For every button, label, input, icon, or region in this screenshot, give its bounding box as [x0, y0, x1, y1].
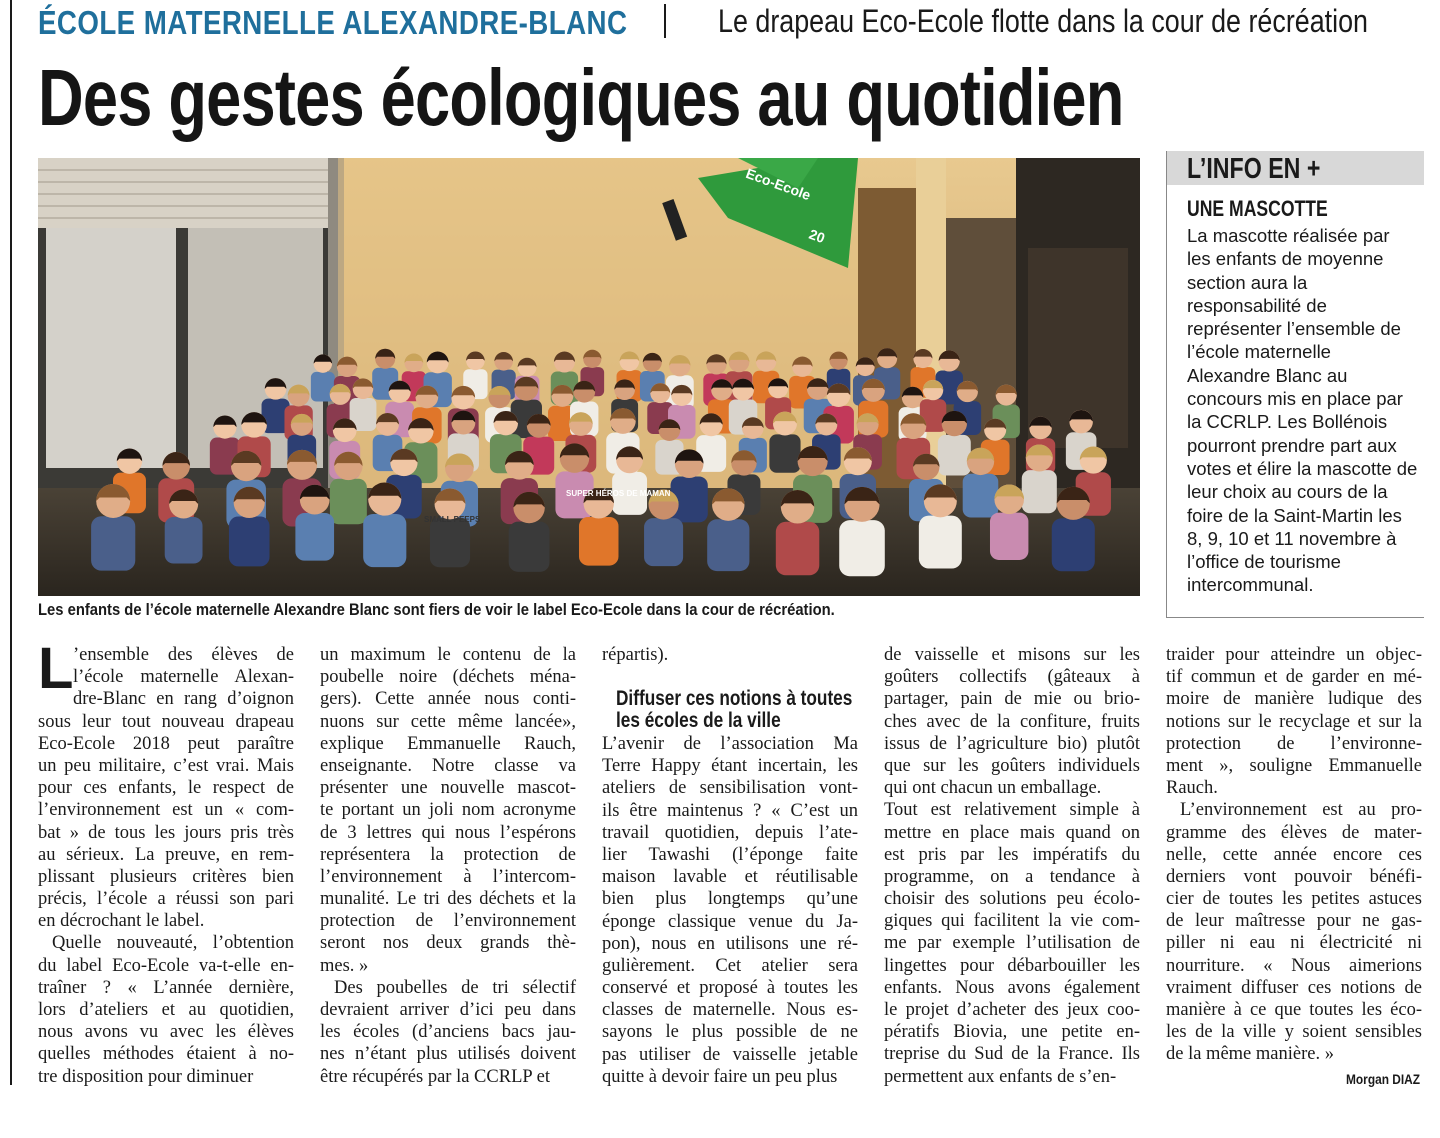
child-body: [330, 479, 367, 524]
article-column-3: [602, 644, 858, 666]
article-line: de vaisselle et misons sur les: [884, 645, 1140, 665]
article-line: tre disposition pour diminuer: [38, 1066, 254, 1087]
article-line: maison lavable et réutilisable: [602, 867, 858, 888]
article-line: devraient arriver d’ici peu dans: [320, 1000, 576, 1020]
article-line: Eco-Ecole 2018 peut paraître: [38, 733, 294, 754]
sidebar-line: l’école maternelle: [1187, 341, 1331, 363]
article-line: mettre en place mais quand on: [884, 822, 1140, 843]
child-body: [769, 434, 800, 472]
sidebar-line: section aura la: [1187, 271, 1308, 293]
child-body: [707, 519, 749, 571]
article-line: nourriture. « Nous aimerions: [1166, 955, 1422, 976]
sidebar-line: pourront prendre part aux: [1187, 434, 1397, 456]
article-line: représentera la protection de: [320, 844, 576, 865]
article-line: permettent aux enfants de s’en-: [884, 1066, 1117, 1087]
dropcap: L: [38, 636, 74, 701]
sidebar-line: les enfants de moyenne: [1187, 248, 1384, 270]
article-column-3-continued: [602, 733, 858, 1088]
article-line: Quelle nouveauté, l’obtention: [52, 933, 294, 954]
sidebar-line: foire de la Saint-Martin les: [1187, 504, 1402, 526]
article-line: plissant plusieurs critères bien: [38, 866, 294, 887]
flag-year: 20: [806, 225, 828, 247]
sidebar-line: votes et élire la mascotte de: [1187, 457, 1418, 479]
article-line: protection de l’environne-: [1166, 733, 1422, 754]
article-line: te portant un joli nom acronyme: [320, 800, 576, 821]
article-line: bien plus longtemps qu’une: [602, 889, 858, 910]
article-line: explique Emmanuelle Rauch,: [320, 733, 576, 754]
child-body: [919, 516, 962, 569]
article-line: au sérieux. La preuve, en rem-: [38, 844, 294, 865]
article-line: l’école maternelle Alexan-: [73, 667, 294, 688]
article-line: un maximum le contenu de la: [320, 645, 576, 665]
article-line: manière à ce que toutes les éco-: [1166, 1000, 1422, 1020]
child-body: [430, 518, 470, 567]
child-body: [229, 516, 270, 566]
article-line: gers). Cette année nous conti-: [320, 689, 576, 710]
article-line: être récupérés par la CCRLP et: [320, 1066, 550, 1087]
kicker-separator: [664, 4, 666, 38]
article-line: ches avec de la confiture, fruits: [884, 711, 1140, 732]
kicker-subtitle: Le drapeau Eco-Ecole flotte dans la cour de récréation: [718, 3, 1369, 39]
article-line: treprise du Sud de la France. Ils: [884, 1044, 1140, 1065]
article-line: vraiment diffuser ces notions de: [1166, 977, 1422, 998]
photo-caption: Les enfants de l’école maternelle Alexandre Blanc sont fiers de voir le label Eco-Ecole dans la cour de récréation.: [38, 600, 835, 619]
article-line: mes. »: [320, 955, 369, 976]
article-line: traîner ? « L’année dernière,: [38, 977, 294, 998]
shirt-text-2: SMALL PEEPS: [424, 515, 481, 524]
article-line: gramme des élèves de mater-: [1166, 822, 1422, 843]
article-line: protection de l’environnement: [320, 911, 576, 932]
kicker: [38, 2, 740, 44]
article-line: enseignante. Notre classe va: [320, 755, 576, 776]
headline: Des gestes écologiques au quotidien: [38, 53, 1124, 142]
article-line: conservé et proposé à toutes les: [602, 978, 858, 999]
article-line: enfants. Nous avons également: [884, 977, 1140, 998]
article-line: piller ni eau ni électricité ni: [1166, 933, 1422, 954]
article-line: classes de maternelle. Nous es-: [602, 1000, 858, 1021]
article-line: programme, on a tendance à: [884, 866, 1140, 887]
sidebar-line: l’office de tourisme: [1187, 551, 1341, 573]
article-line: choisir des solutions peu écolo-: [884, 889, 1140, 910]
sidebar-line: représenter l’ensemble de: [1187, 318, 1401, 340]
article-line: bat » de tous les jours pris très: [38, 822, 294, 843]
article-line: est pris par les impératifs du: [884, 844, 1140, 865]
sidebar-line: 8, 9, 10 et 11 novembre à: [1187, 527, 1397, 549]
subhead-line-2: les écoles de la ville: [616, 709, 781, 732]
article-line: de 3 lettres qui nous l’espérons: [320, 822, 576, 843]
article-line: giques qui facilitent la vie com-: [884, 911, 1140, 932]
child-body: [938, 435, 971, 476]
sidebar-line: La mascotte réalisée par: [1187, 225, 1390, 246]
article-line: poubelle noire (déchets ména-: [320, 667, 576, 688]
sidebar-info-box: [1166, 151, 1424, 618]
article-line: issus de l’agriculture bio) plutôt: [884, 733, 1140, 754]
article-line: sayons le plus possible de ne: [602, 1022, 858, 1043]
article-line: nous avons vu avec les élèves: [38, 1022, 294, 1043]
sidebar-line: intercommunal.: [1187, 574, 1314, 596]
child-body: [509, 522, 550, 572]
article-line: quelles méthodes étaient à no-: [38, 1044, 294, 1065]
article-line: moire de manière ludique des: [1166, 689, 1422, 710]
article-line: pon), nous en utilisons une ré-: [602, 933, 858, 954]
child-body: [963, 474, 999, 518]
article-line: répartis).: [602, 645, 669, 665]
sidebar-line: concours mis en place par: [1187, 388, 1403, 410]
article-line: sous leur tout nouveau drapeau: [38, 711, 294, 732]
article-column-5: [1166, 644, 1422, 1066]
child-body: [776, 522, 819, 576]
sidebar-line: la CCRLP. Les Bollénois: [1187, 411, 1388, 433]
article-line: travail quotidien, depuis l’ate-: [602, 822, 858, 843]
article-line: un peu militaire, c’est vrai. Mais: [38, 755, 294, 776]
article-line: tif commun et de garder en mé-: [1166, 667, 1422, 688]
subhead-line-1: Diffuser ces notions à toutes: [616, 687, 853, 710]
article-line: traider pour atteindre un objec-: [1166, 645, 1422, 665]
sidebar-line: leur choix au cours de la: [1187, 481, 1388, 503]
article-line: Des poubelles de tri sélectif: [334, 977, 576, 998]
article-line: ateliers de sensibilisation vont-: [602, 778, 858, 799]
article-line: Tout est relativement simple à: [884, 800, 1140, 821]
article-line: quitte à devoir faire un peu plus: [602, 1066, 838, 1087]
group-photo-illustration: [38, 158, 1140, 596]
shirt-text-1: SUPER HÉROS DE MAMAN: [566, 489, 671, 498]
kicker-tag: ÉCOLE MATERNELLE ALEXANDRE-BLANC: [38, 4, 628, 41]
child-body: [363, 514, 406, 567]
article-line: munalité. Le tri des déchets et la: [320, 889, 576, 910]
article-line: notions sur le recyclage et sur la: [1166, 711, 1422, 732]
article-line: qui ont chacun un emballage.: [884, 778, 1102, 799]
child-body: [295, 513, 334, 561]
article-line: pour ces enfants, le respect de: [38, 778, 294, 799]
article-line: précis, l’école a réussi son pari: [38, 889, 294, 910]
article-line: les écoles (d’anciens bacs jau-: [320, 1022, 576, 1043]
sidebar-subtitle: UNE MASCOTTE: [1187, 196, 1328, 221]
article-line: pas utiliser de vaisselle jetable: [602, 1044, 858, 1065]
article-line: dre-Blanc en rang d’oignon: [73, 689, 294, 710]
article-line: L’environnement est au pro-: [1180, 800, 1422, 821]
article-line: les de la ville y soient sensibles: [1166, 1022, 1422, 1043]
article-line: éponge classique venue du Ja-: [602, 911, 858, 932]
article-line: goûters collectifs (gâteaux à: [884, 667, 1140, 688]
child-body: [1022, 470, 1057, 513]
flag-text: Eco-Ecole: [743, 164, 813, 204]
child-body: [91, 516, 135, 570]
group-photo: [38, 158, 1140, 596]
article-line: en décrochant le label.: [38, 911, 205, 932]
article-column-1: [38, 636, 294, 1088]
article-line: ils être maintenus ? « C’est un: [602, 800, 858, 821]
article-line: de leur maîtresse pour ne gas-: [1166, 911, 1422, 932]
child-body: [165, 517, 203, 564]
article-line: lors d’ateliers et au quotidien,: [38, 1000, 294, 1020]
child-body: [579, 517, 619, 566]
child-body: [990, 513, 1028, 560]
child-body: [644, 518, 683, 566]
article-line: du label Eco-Ecole va-t-elle en-: [38, 955, 294, 976]
article-line: seront nos deux grands thè-: [320, 933, 576, 954]
article-column-2: [320, 644, 576, 1088]
child-body: [1052, 518, 1095, 571]
sidebar-header: [1167, 151, 1424, 185]
article-line: ment », souligne Emmanuelle: [1166, 755, 1422, 776]
article-line: nelle, cette année encore ces: [1166, 844, 1422, 865]
article-line: présenter une nouvelle mascot-: [320, 778, 576, 799]
article-line: nuons sur cette même lancée»,: [320, 711, 576, 732]
article-line: l’environnement à l’intercom-: [320, 866, 576, 887]
article-line: gulièrement. Cet atelier sera: [602, 955, 858, 976]
sidebar-body: [1187, 224, 1427, 597]
article-line: pératifs Biovia, une petite en-: [884, 1022, 1140, 1043]
article-line: lier Tawashi (l’éponge faite: [602, 844, 858, 865]
article-line: Terre Happy étant incertain, les: [602, 756, 858, 777]
article-column-4: [884, 644, 1140, 1088]
article-line: que sur les goûters individuels: [884, 755, 1140, 776]
article-line: lingettes pour débarbouiller les: [884, 955, 1140, 976]
article-line: L’avenir de l’association Ma: [602, 734, 858, 754]
child-body: [839, 520, 885, 576]
sidebar-line: Alexandre Blanc au: [1187, 364, 1348, 386]
article-line: de la même manière. »: [1166, 1044, 1334, 1065]
article-line: ’ensemble des élèves de: [73, 645, 294, 665]
article-line: derniers vont pouvoir bénéfi-: [1166, 866, 1422, 887]
article-line: l’environnement est un « com-: [38, 800, 294, 821]
article-line: le projet d’acheter des jeux coo-: [884, 1000, 1140, 1020]
article-line: Rauch.: [1166, 778, 1218, 799]
article-line: cier de toutes les petites astuces: [1166, 889, 1422, 910]
sidebar-title: L’INFO EN +: [1187, 153, 1321, 185]
article-line: partager, pain de mie ou brio-: [884, 689, 1140, 710]
byline: Morgan DIAZ: [1346, 1071, 1421, 1087]
left-margin-rule: [10, 0, 12, 1085]
article-line: me par exemple l’utilisation de: [884, 933, 1140, 954]
article-line: nes n’étant plus utilisés doivent: [320, 1044, 576, 1065]
sidebar-line: responsabilité de: [1187, 294, 1327, 316]
